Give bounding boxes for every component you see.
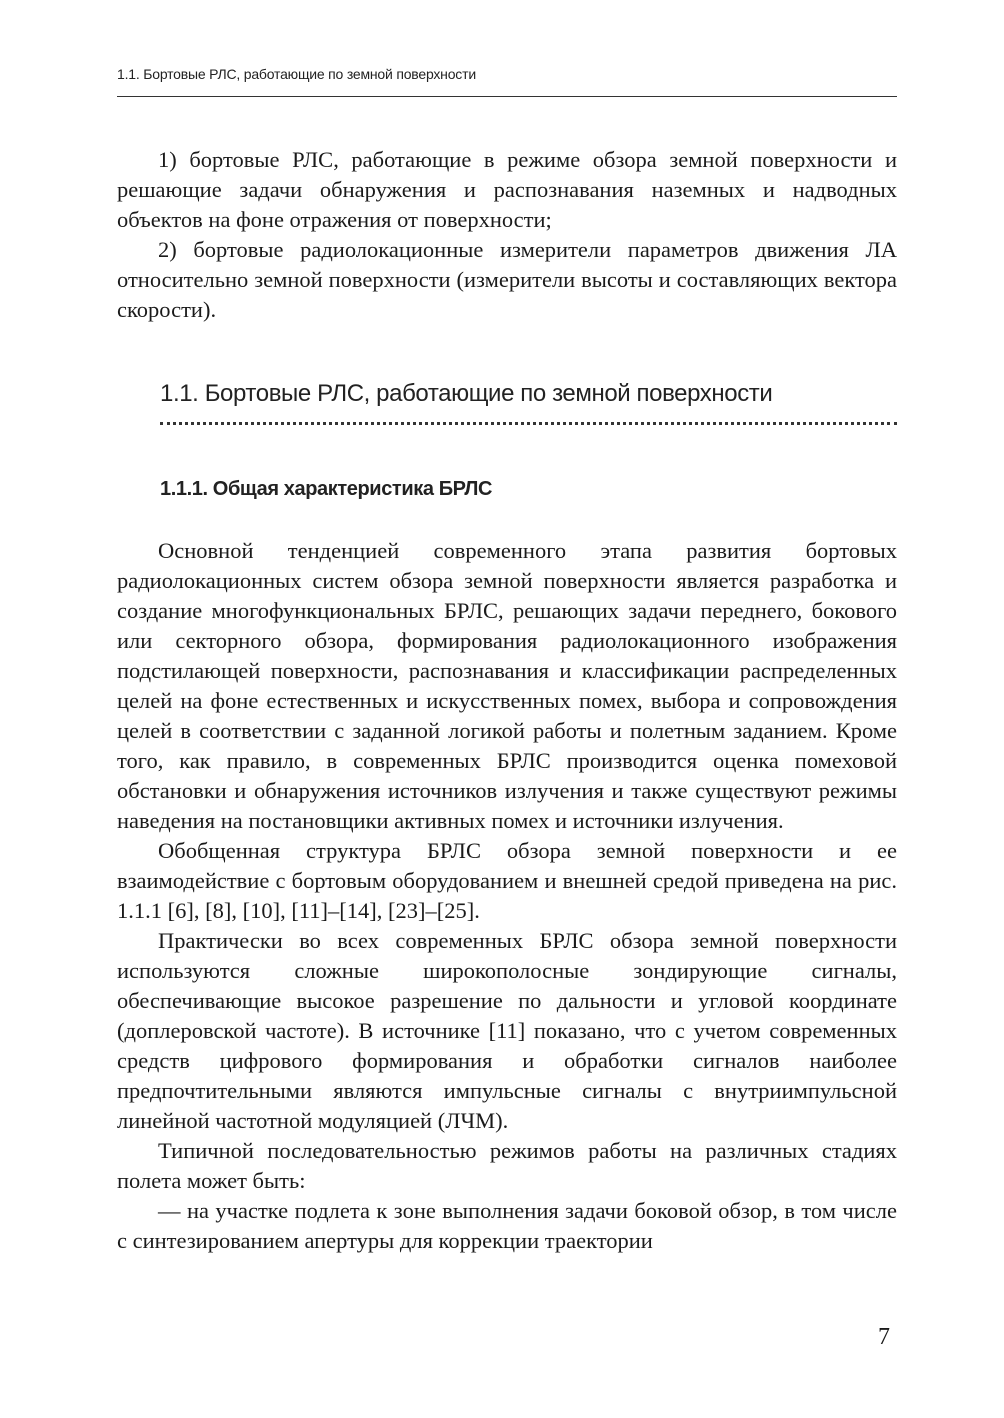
running-head: 1.1. Бортовые РЛС, работающие по земной поверхности [117, 66, 476, 82]
body-paragraph-4: Типичной последовательностью режимов работы на различных стадиях полета может быть: [117, 1138, 897, 1193]
body-paragraph-1: Основной тенденцией современного этапа развития бортовых радиолокационных систем обзора земной поверхности является разработка и создание многофункциональных БРЛС, решающих задачи переднего, бокового или секторного обзора, формирования радиолокационного изображения подстилающей поверхности, распознавания и классификации распределенных целей на фоне естественных и искусственных помех, выбора и сопровождения целей в соответствии с заданной логикой работы и полетным заданием. Кроме того, как правило, в современных БРЛС производится оценка помеховой обстановки и обнаружения источников излучения и также существуют режимы наведения на постановщики активных помех и источники излучения. [117, 538, 897, 833]
page-number: 7 [878, 1324, 890, 1350]
intro-paragraph-2: 2) бортовые радиолокационные измерители параметров движения ЛА относительно земной поверхности (измерители высоты и составляющих вектора скорости). [117, 237, 897, 322]
intro-block [117, 145, 897, 325]
body-paragraph-5: — на участке подлета к зоне выполнения задачи боковой обзор, в том числе с синтезированием апертуры для коррекции траектории [117, 1198, 897, 1253]
body-paragraph-2: Обобщенная структура БРЛС обзора земной поверхности и ее взаимодействие с бортовым оборудованием и внешней средой приведена на рис. 1.1.1 [6], [8], [10], [11]–[14], [23]–[25]. [117, 838, 897, 923]
section-title: 1.1. Бортовые РЛС, работающие по земной поверхности [160, 380, 773, 407]
main-text-block [117, 536, 897, 1256]
body-paragraph-3: Практически во всех современных БРЛС обзора земной поверхности используются сложные широкополосные зондирующие сигналы, обеспечивающие высокое разрешение по дальности и угловой координате (доплеровской частоте). В источнике [11] показано, что с учетом современных средств цифрового формирования и обработки сигналов наиболее предпочтительными являются импульсные сигналы с внутриимпульсной линейной частотной модуляцией (ЛЧМ). [117, 928, 897, 1133]
running-head-rule [117, 96, 897, 97]
intro-paragraph-1: 1) бортовые РЛС, работающие в режиме обзора земной поверхности и решающие задачи обнаружения и распознавания наземных и надводных объектов на фоне отражения от поверхности; [117, 147, 897, 232]
subsection-title: 1.1.1. Общая характеристика БРЛС [160, 478, 493, 500]
section-dotted-rule [160, 422, 897, 425]
